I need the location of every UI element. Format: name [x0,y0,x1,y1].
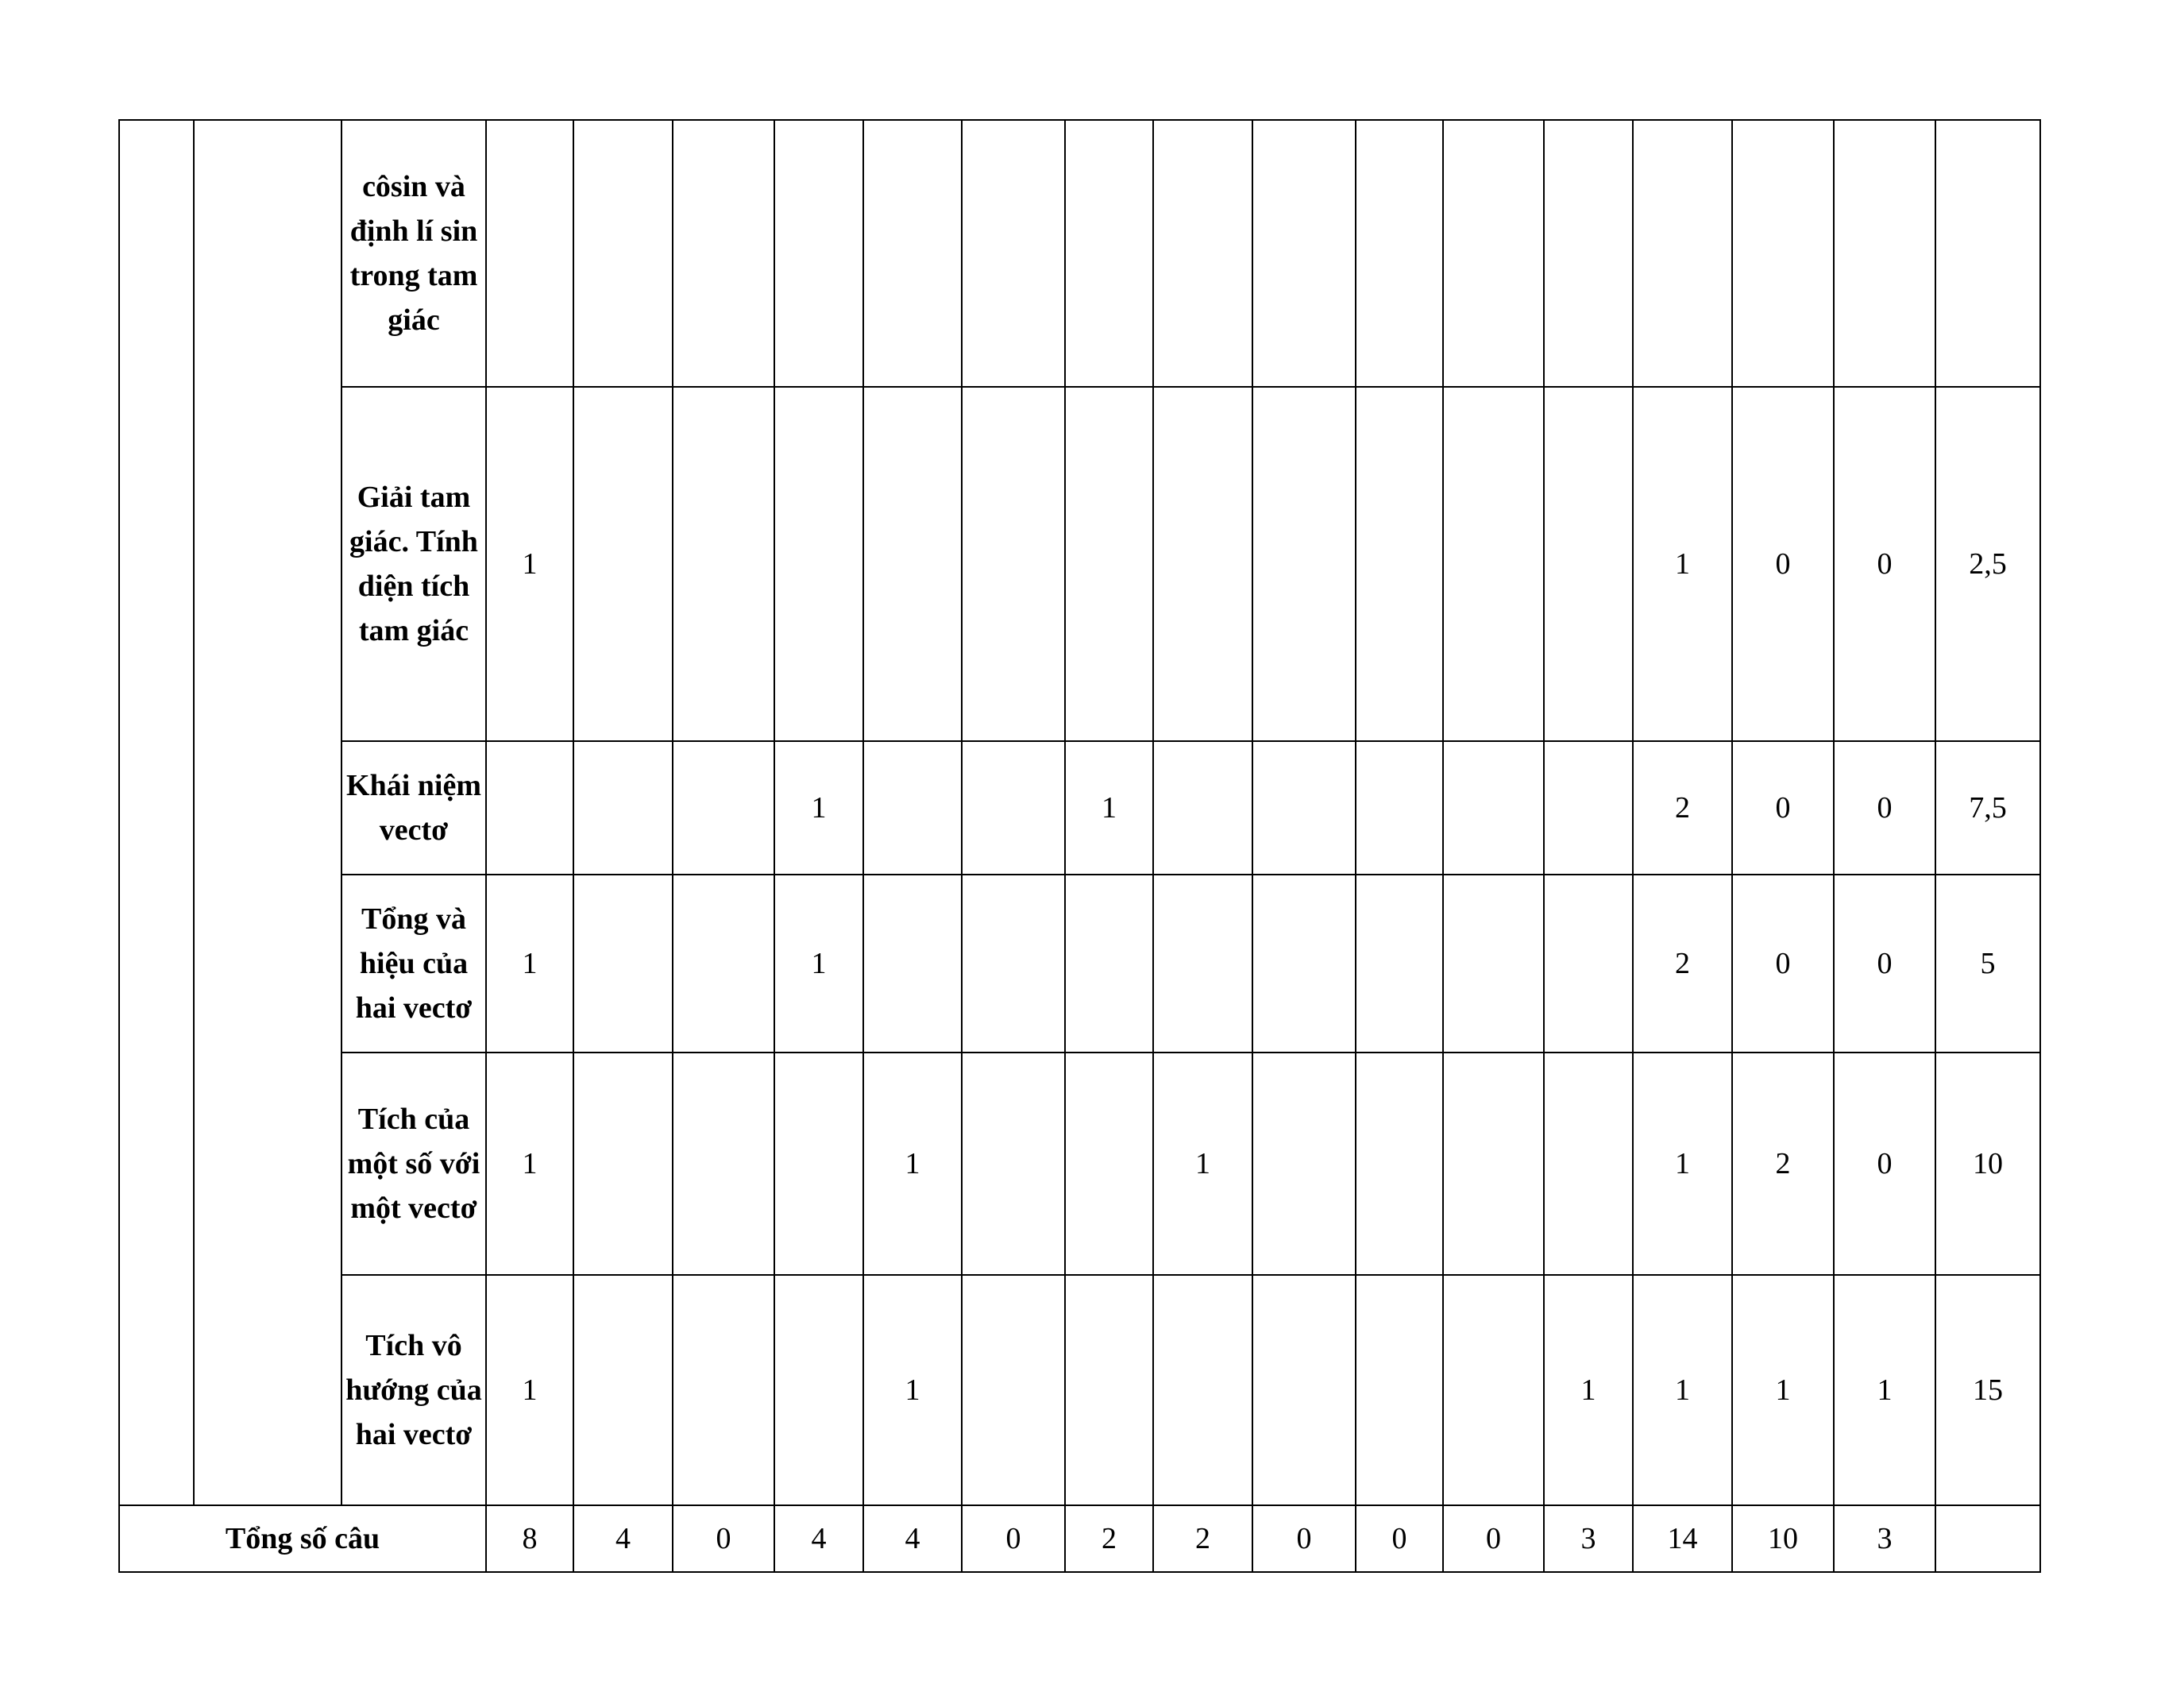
count-cell [1356,120,1443,387]
count-cell [962,1275,1065,1505]
count-cell [1443,741,1544,875]
assessment-matrix-table [118,119,2041,1573]
topic-cell: côsin và định lí sin trong tam giác [341,120,486,387]
count-cell: 1 [1633,1275,1732,1505]
total-cell: 0 [1356,1505,1443,1572]
percent-cell: 7,5 [1935,741,2040,875]
total-cell: 3 [1834,1505,1935,1572]
total-row [119,1505,2040,1572]
count-cell [673,387,774,741]
table-row [119,875,2040,1053]
count-cell [1443,120,1544,387]
percent-cell: 15 [1935,1275,2040,1505]
count-cell [962,387,1065,741]
count-cell [1544,875,1633,1053]
count-cell [486,120,573,387]
count-cell [1252,1053,1356,1275]
count-cell: 1 [774,875,863,1053]
count-cell [863,741,962,875]
count-cell [962,1053,1065,1275]
percent-cell [1935,120,2040,387]
total-cell: 2 [1065,1505,1153,1572]
topic-cell: Khái niệm vectơ [341,741,486,875]
count-cell: 1 [486,387,573,741]
count-cell [486,741,573,875]
count-cell: 0 [1834,741,1935,875]
topic-cell: Giải tam giác. Tính diện tích tam giác [341,387,486,741]
count-cell [962,741,1065,875]
topic-cell: Tích của một số với một vectơ [341,1053,486,1275]
table-row [119,741,2040,875]
count-cell [1443,1053,1544,1275]
count-cell: 1 [863,1275,962,1505]
total-cell: 0 [673,1505,774,1572]
count-cell [863,120,962,387]
count-cell: 1 [1065,741,1153,875]
count-cell [1834,120,1935,387]
count-cell [1544,741,1633,875]
count-cell: 1 [486,1275,573,1505]
count-cell [1252,387,1356,741]
count-cell: 2 [1633,875,1732,1053]
chapter-number-cell [119,120,194,1505]
count-cell [1252,741,1356,875]
count-cell [1153,875,1252,1053]
count-cell [1153,1275,1252,1505]
count-cell [673,875,774,1053]
count-cell [1544,120,1633,387]
count-cell [1356,875,1443,1053]
count-cell [1065,387,1153,741]
count-cell [1443,387,1544,741]
table-row [119,387,2040,741]
count-cell [1065,1053,1153,1275]
count-cell [1544,1053,1633,1275]
count-cell [673,120,774,387]
total-cell: 3 [1544,1505,1633,1572]
count-cell [962,120,1065,387]
table-row [119,1053,2040,1275]
count-cell [1065,120,1153,387]
percent-cell: 10 [1935,1053,2040,1275]
total-cell: 4 [774,1505,863,1572]
count-cell: 1 [1544,1275,1633,1505]
count-cell [1356,387,1443,741]
count-cell [962,875,1065,1053]
count-cell [1443,875,1544,1053]
total-cell: 10 [1732,1505,1834,1572]
count-cell [774,387,863,741]
count-cell [573,1275,673,1505]
total-cell: 0 [1252,1505,1356,1572]
count-cell [1065,875,1153,1053]
count-cell: 2 [1732,1053,1834,1275]
count-cell [1153,120,1252,387]
count-cell: 0 [1834,387,1935,741]
count-cell [1065,1275,1153,1505]
total-cell: 0 [962,1505,1065,1572]
count-cell [1356,1275,1443,1505]
count-cell [774,120,863,387]
count-cell [673,741,774,875]
table-row [119,1275,2040,1505]
count-cell [1153,387,1252,741]
total-cell: 8 [486,1505,573,1572]
count-cell: 1 [1153,1053,1252,1275]
count-cell: 2 [1633,741,1732,875]
count-cell [1732,120,1834,387]
total-cell: 4 [573,1505,673,1572]
percent-cell: 5 [1935,875,2040,1053]
count-cell [774,1275,863,1505]
count-cell: 1 [774,741,863,875]
count-cell [1633,120,1732,387]
count-cell: 0 [1732,741,1834,875]
count-cell: 1 [1633,387,1732,741]
percent-cell: 2,5 [1935,387,2040,741]
topic-cell: Tổng và hiệu của hai vectơ [341,875,486,1053]
count-cell [1356,1053,1443,1275]
total-cell [1935,1505,2040,1572]
total-cell: 4 [863,1505,962,1572]
total-cell: 14 [1633,1505,1732,1572]
count-cell: 1 [1633,1053,1732,1275]
count-cell [863,387,962,741]
count-cell: 1 [486,875,573,1053]
count-cell [673,1275,774,1505]
topic-cell: Tích vô hướng của hai vectơ [341,1275,486,1505]
count-cell [1443,1275,1544,1505]
count-cell: 0 [1834,1053,1935,1275]
count-cell [1356,741,1443,875]
chapter-name-cell [194,120,341,1505]
count-cell [573,387,673,741]
total-label: Tổng số câu [119,1505,486,1572]
count-cell [1252,1275,1356,1505]
count-cell [774,1053,863,1275]
count-cell [863,875,962,1053]
count-cell: 0 [1834,875,1935,1053]
count-cell [673,1053,774,1275]
count-cell [1252,120,1356,387]
count-cell: 1 [863,1053,962,1275]
count-cell: 1 [486,1053,573,1275]
count-cell [1544,387,1633,741]
count-cell: 1 [1732,1275,1834,1505]
total-cell: 2 [1153,1505,1252,1572]
table-row [119,120,2040,387]
total-cell: 0 [1443,1505,1544,1572]
count-cell [573,741,673,875]
count-cell [573,875,673,1053]
count-cell: 0 [1732,875,1834,1053]
count-cell: 0 [1732,387,1834,741]
count-cell [573,1053,673,1275]
count-cell [1153,741,1252,875]
count-cell [1252,875,1356,1053]
count-cell [573,120,673,387]
count-cell: 1 [1834,1275,1935,1505]
